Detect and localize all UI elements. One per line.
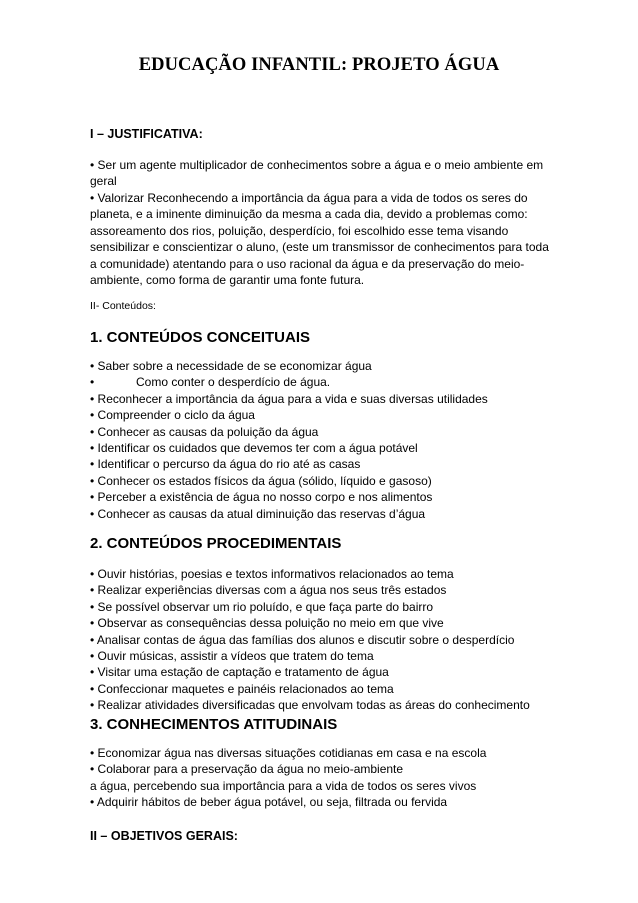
list-item: • Ouvir músicas, assistir a vídeos que tratem do tema xyxy=(90,649,374,664)
justificativa-paragraph-2 xyxy=(90,190,560,288)
paragraph-line: • Valorizar Reconhecendo a importância da água para a vida de todos os seres do xyxy=(90,191,528,205)
list-item: • Se possível observar um rio poluído, e que faça parte do bairro xyxy=(90,599,434,614)
document-title: EDUCAÇÃO INFANTIL: PROJETO ÁGUA xyxy=(138,55,500,75)
objetivos-heading: II – OBJETIVOS GERAIS: xyxy=(90,829,238,843)
paragraph-line: sensibilizar e conscientizar o aluno, (este um transmissor de conhecimentos para toda xyxy=(90,240,549,255)
list-item: • Saber sobre a necessidade de se economizar água xyxy=(90,359,372,373)
list-item: • Identificar os cuidados que devemos ter com a água potável xyxy=(90,441,418,456)
list-item: • Adquirir hábitos de beber água potável, ou seja, filtrada ou fervida xyxy=(90,795,448,810)
list-item-text: Como conter o desperdício de água. xyxy=(136,375,331,390)
paragraph-line: planeta, e a iminente diminuição da mesma a cada dia, devido a problemas como: xyxy=(90,207,528,222)
justificativa-heading: I – JUSTIFICATIVA: xyxy=(90,127,203,141)
list-item: • Colaborar para a preservação da água no meio-ambiente xyxy=(90,762,404,777)
paragraph-line: • Ser um agente multiplicador de conhecimentos sobre a água e o meio ambiente em xyxy=(90,158,544,172)
list-item: • Perceber a existência de água no nosso corpo e nos alimentos xyxy=(90,490,433,505)
list-item: • Conhecer as causas da atual diminuição das reservas d’água xyxy=(90,506,426,521)
list-item: • Conhecer os estados físicos da água (sólido, líquido e gasoso) xyxy=(90,473,432,488)
atitudinais-heading: 3. CONHECIMENTOS ATITUDINAIS xyxy=(90,716,338,733)
atitudinais-list xyxy=(90,745,560,811)
list-item xyxy=(90,374,560,390)
list-item: • Ouvir histórias, poesias e textos informativos relacionados ao tema xyxy=(90,567,454,581)
list-item: • Observar as consequências dessa poluição no meio em que vive xyxy=(90,616,444,631)
conceituais-list xyxy=(90,358,560,522)
list-item: • Visitar uma estação de captação e tratamento de água xyxy=(90,665,389,680)
paragraph-line: ambiente, como forma de garantir uma fonte futura. xyxy=(90,273,365,288)
list-item: • Realizar atividades diversificadas que envolvam todas as áreas do conhecimento xyxy=(90,698,530,713)
justificativa-paragraph-1 xyxy=(90,157,560,190)
paragraph-line: a comunidade) atentando para o uso racional da água e da preservação do meio- xyxy=(90,256,525,271)
list-item: • Compreender o ciclo da água xyxy=(90,408,255,423)
list-item: • Reconhecer a importância da água para a vida e suas diversas utilidades xyxy=(90,391,488,406)
conceituais-heading: 1. CONTEÚDOS CONCEITUAIS xyxy=(90,329,311,346)
list-item: • Confeccionar maquetes e painéis relacionados ao tema xyxy=(90,681,394,696)
list-item: a água, percebendo sua importância para a vida de todos os seres vivos xyxy=(90,778,477,793)
bullet-dot: • xyxy=(90,375,95,390)
list-item: • Conhecer as causas da poluição da água xyxy=(90,424,319,439)
paragraph-line: assoreamento dos rios, poluição, desperdício, foi escolhido esse tema visando xyxy=(90,223,509,238)
conteudos-label: II- Conteúdos: xyxy=(90,300,156,312)
list-item: • Realizar experiências diversas com a água nos seus três estados xyxy=(90,583,447,598)
list-item: • Identificar o percurso da água do rio até as casas xyxy=(90,457,361,472)
list-item: • Economizar água nas diversas situações cotidianas em casa e na escola xyxy=(90,746,487,760)
list-item: • Analisar contas de água das famílias dos alunos e discutir sobre o desperdício xyxy=(90,632,515,647)
paragraph-line: geral xyxy=(90,174,117,189)
procedimentais-list xyxy=(90,566,560,714)
procedimentais-heading: 2. CONTEÚDOS PROCEDIMENTAIS xyxy=(90,535,342,552)
